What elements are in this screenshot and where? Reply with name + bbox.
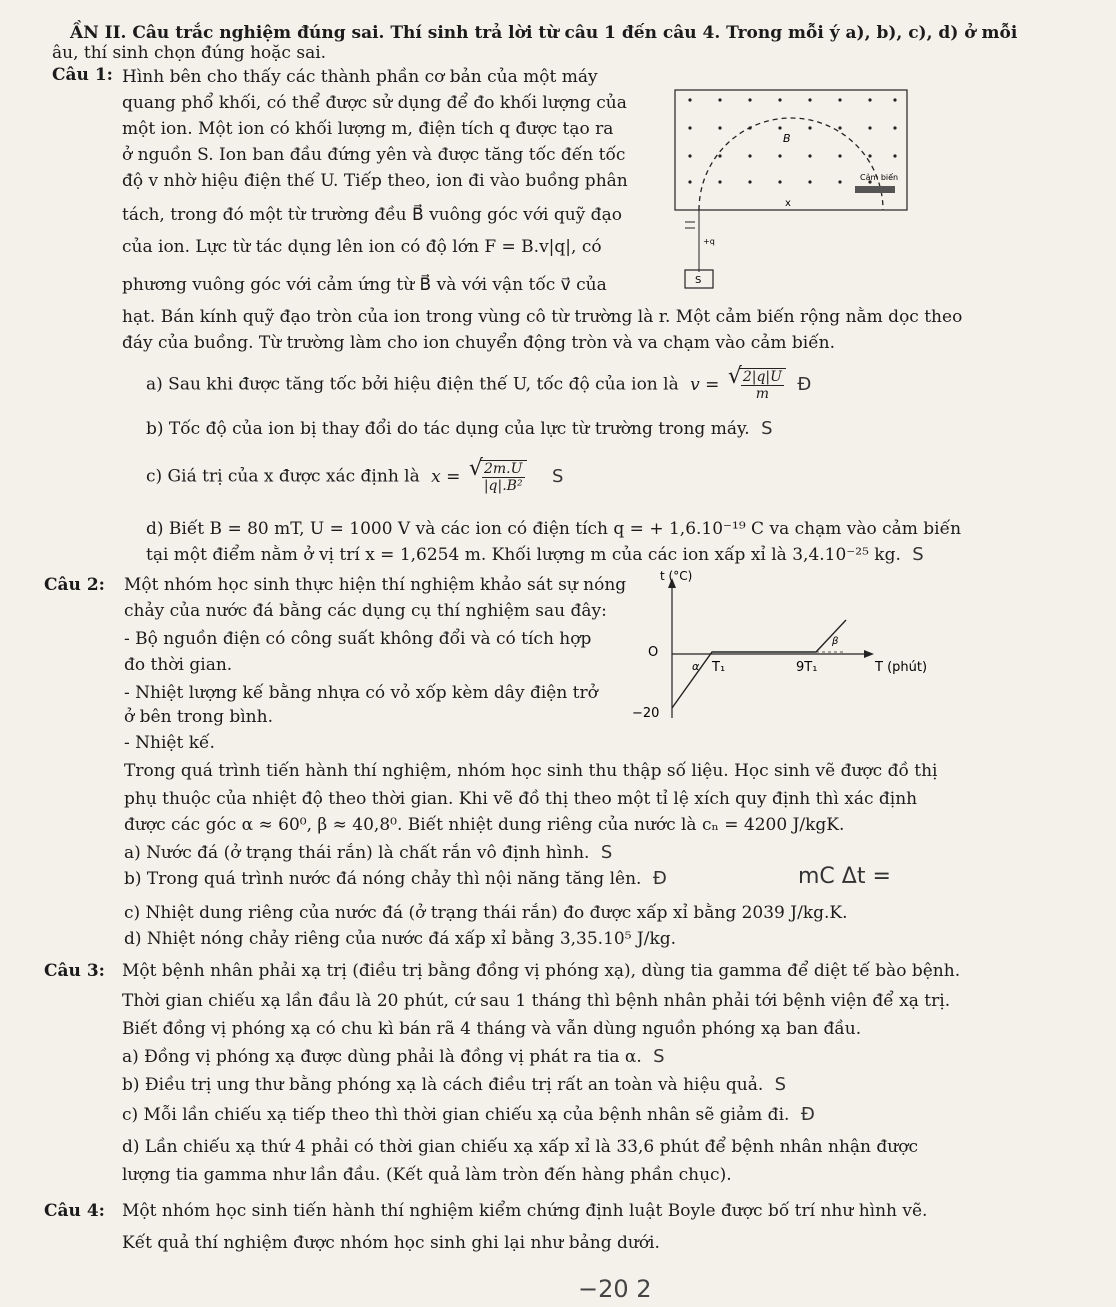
- q1-option-b: [146, 418, 773, 440]
- q2-text-line: - Nhiệt lượng kế bằng nhựa có vỏ xốp kèm dây điện trở: [124, 683, 598, 703]
- q2-option-a: [124, 842, 612, 864]
- graph-beta-label: β: [832, 636, 839, 647]
- q3-option-a: [122, 1046, 665, 1068]
- q2-label: Câu 2:: [44, 575, 105, 595]
- q1-text-line: một ion. Một ion có khối lượng m, điện tích q được tạo ra: [122, 119, 614, 139]
- b-field-label: B: [783, 132, 791, 145]
- q3-c-mark: Đ: [800, 1104, 815, 1125]
- q1-a-text: a) Sau khi được tăng tốc bởi hiệu điện thế U, tốc độ của ion là: [146, 374, 679, 395]
- q1-d-mark: S: [912, 544, 924, 565]
- q1-text-line: tách, trong đó một từ trường đều B⃗ vuông góc với quỹ đạo: [122, 205, 622, 225]
- q2-text-line: được các góc α ≈ 60⁰, β ≈ 40,8⁰. Biết nhiệt dung riêng của nước là cₙ = 4200 J/kgK.: [124, 815, 845, 835]
- q1-text-line: ở nguồn S. Ion ban đầu đứng yên và được tăng tốc đến tốc: [122, 145, 626, 165]
- q2-a-mark: S: [600, 842, 613, 863]
- q2-option-c: c) Nhiệt dung riêng của nước đá (ở trạng thái rắn) đo được xấp xỉ bằng 2039 J/kg.K.: [124, 903, 848, 923]
- q2-a-text: a) Nước đá (ở trạng thái rắn) là chất rắn vô định hình.: [124, 843, 590, 863]
- q2-b-mark: Đ: [652, 868, 667, 889]
- q1-b-mark: S: [761, 418, 773, 439]
- heating-curve-graph: [620, 568, 960, 728]
- q3-b-text: b) Điều trị ung thư bằng phóng xạ là cách điều trị rất an toàn và hiệu quả.: [122, 1075, 764, 1095]
- q2-text-line: Trong quá trình tiến hành thí nghiệm, nhóm học sinh thu thập số liệu. Học sinh vẽ được đồ thị: [124, 761, 938, 781]
- q1-a-formula-lhs: v =: [690, 374, 720, 395]
- q3-label: Câu 3:: [44, 961, 105, 981]
- q2-text-line: ở bên trong bình.: [124, 707, 273, 727]
- q1-a-sqrt: [739, 368, 786, 402]
- q2-text-line: đo thời gian.: [124, 655, 233, 675]
- q1-c-denominator: |q|.B²: [483, 478, 523, 494]
- graph-neg20-label: −20: [632, 706, 660, 721]
- q3-option-b: [122, 1074, 786, 1096]
- graph-x-axis-label: T (phút): [875, 660, 928, 675]
- q1-c-text: c) Giá trị của x được xác định là: [146, 466, 420, 487]
- q1-c-numerator: √ 2m.U: [482, 461, 525, 478]
- q3-text-line: Một bệnh nhân phải xạ trị (điều trị bằng đồng vị phóng xạ), dùng tia gamma để diệt tế bào bệnh.: [122, 961, 961, 981]
- q1-text-line: quang phổ khối, có thể được sử dụng để đo khối lượng của: [122, 93, 627, 113]
- part-header-line2: âu, thí sinh chọn đúng hoặc sai.: [52, 43, 327, 63]
- q2-option-d: d) Nhiệt nóng chảy riêng của nước đá xấp xỉ bằng 3,35.10⁵ J/kg.: [124, 929, 677, 949]
- q3-c-text: c) Mỗi lần chiếu xạ tiếp theo thì thời gian chiếu xạ của bệnh nhân sẽ giảm đi.: [122, 1105, 790, 1125]
- q3-b-mark: S: [774, 1074, 787, 1095]
- ion-charge-label: +q: [703, 237, 715, 246]
- q3-a-text: a) Đồng vị phóng xạ được dùng phải là đồng vị phát ra tia α.: [122, 1047, 642, 1067]
- q4-text-line: Một nhóm học sinh tiến hành thí nghiệm kiểm chứng định luật Boyle được bố trí như hình vẽ.: [122, 1201, 928, 1221]
- q1-option-d-line1: d) Biết B = 80 mT, U = 1000 V và các ion có điện tích q = + 1,6.10⁻¹⁹ C va chạm vào cảm biến: [146, 519, 962, 539]
- mass-spectrometer-figure: [655, 82, 915, 306]
- q3-a-mark: S: [653, 1046, 665, 1067]
- x-distance-label: x: [785, 198, 791, 209]
- sensor-label: Cảm biến: [860, 173, 899, 182]
- q3-text-line: Biết đồng vị phóng xạ có chu kì bán rã 4 tháng và vẫn dùng nguồn phóng xạ ban đầu.: [122, 1019, 862, 1039]
- q1-a-denominator: m: [755, 386, 770, 402]
- q1-c-formula-lhs: x =: [431, 466, 461, 487]
- q4-label: Câu 4:: [44, 1201, 105, 1221]
- bottom-handwritten-scribble: −20 2: [578, 1275, 652, 1303]
- heating-curve-figure: [620, 568, 960, 732]
- graph-y-axis-label: t (°C): [660, 569, 693, 583]
- q1-text-line: Hình bên cho thấy các thành phần cơ bản của một máy: [122, 67, 598, 87]
- q1-c-sqrt: [480, 460, 527, 494]
- graph-origin-label: O: [648, 645, 659, 660]
- graph-t1-label: T₁: [712, 660, 726, 675]
- q2-text-line: phụ thuộc của nhiệt độ theo thời gian. Khi vẽ đồ thị theo một tỉ lệ xích quy định thì xác định: [124, 789, 918, 809]
- q2-b-text: b) Trong quá trình nước đá nóng chảy thì nội năng tăng lên.: [124, 869, 642, 889]
- q3-option-d-line2: lượng tia gamma như lần đầu. (Kết quả làm tròn đến hàng phần chục).: [122, 1165, 732, 1185]
- q1-text-line: của ion. Lực từ tác dụng lên ion có độ lớn F = B.v|q|, có: [122, 237, 602, 257]
- q1-b-text: b) Tốc độ của ion bị thay đổi do tác dụng của lực từ trường trong máy.: [146, 419, 750, 439]
- q1-d-text: tại một điểm nằm ở vị trí x = 1,6254 m. Khối lượng m của các ion xấp xỉ là 3,4.10⁻²⁵ kg.: [146, 545, 901, 565]
- q1-text-line: hạt. Bán kính quỹ đạo tròn của ion trong vùng cô từ trường là r. Một cảm biến rộng nằm dọc theo: [122, 307, 963, 327]
- q3-option-c: [122, 1104, 815, 1126]
- q4-text-line: Kết quả thí nghiệm được nhóm học sinh ghi lại như bảng dưới.: [122, 1233, 660, 1253]
- q1-a-mark: Đ: [797, 373, 812, 395]
- q2-option-b: [124, 868, 667, 890]
- q1-c-mark: S: [551, 465, 564, 487]
- q2-text-line: chảy của nước đá bằng các dụng cụ thí nghiệm sau đây:: [124, 601, 607, 621]
- q2-text-line: - Bộ nguồn điện có công suất không đổi và có tích hợp: [124, 629, 592, 649]
- q1-text-line: đáy của buồng. Từ trường làm cho ion chuyển động tròn và va chạm vào cảm biến.: [122, 333, 836, 353]
- source-label: S: [695, 275, 702, 286]
- q3-option-d-line1: d) Lần chiếu xạ thứ 4 phải có thời gian chiếu xạ xấp xỉ là 33,6 phút để bệnh nhân nhận được: [122, 1137, 918, 1157]
- q1-a-numerator: √ 2|q|U: [742, 369, 782, 385]
- q2-text-line: Một nhóm học sinh thực hiện thí nghiệm khảo sát sự nóng: [124, 575, 627, 595]
- q1-text-line: phương vuông góc với cảm ứng từ B⃗ và với vận tốc v⃗ của: [122, 275, 607, 295]
- graph-9t1-label: 9T₁: [796, 660, 818, 675]
- mass-spectrometer-diagram: [655, 82, 915, 302]
- q3-text-line: Thời gian chiếu xạ lần đầu là 20 phút, cứ sau 1 tháng thì bệnh nhân phải tới bệnh viện để xạ trị.: [122, 991, 951, 1011]
- q1-label: Câu 1:: [52, 65, 113, 85]
- q1-option-d-line2: [146, 544, 924, 566]
- graph-alpha-label: α: [692, 660, 700, 673]
- q1-option-a: [146, 368, 811, 402]
- q1-option-c: [146, 460, 563, 494]
- q2-text-line: - Nhiệt kế.: [124, 733, 215, 753]
- q2-handwritten-note: mC Δt =: [798, 864, 891, 889]
- part-header-line1: ẦN II. Câu trắc nghiệm đúng sai. Thí sinh trả lời từ câu 1 đến câu 4. Trong mỗi ý a), b), c), d) ở mỗi: [70, 23, 1018, 43]
- q1-text-line: độ v nhờ hiệu điện thế U. Tiếp theo, ion đi vào buồng phân: [122, 171, 628, 191]
